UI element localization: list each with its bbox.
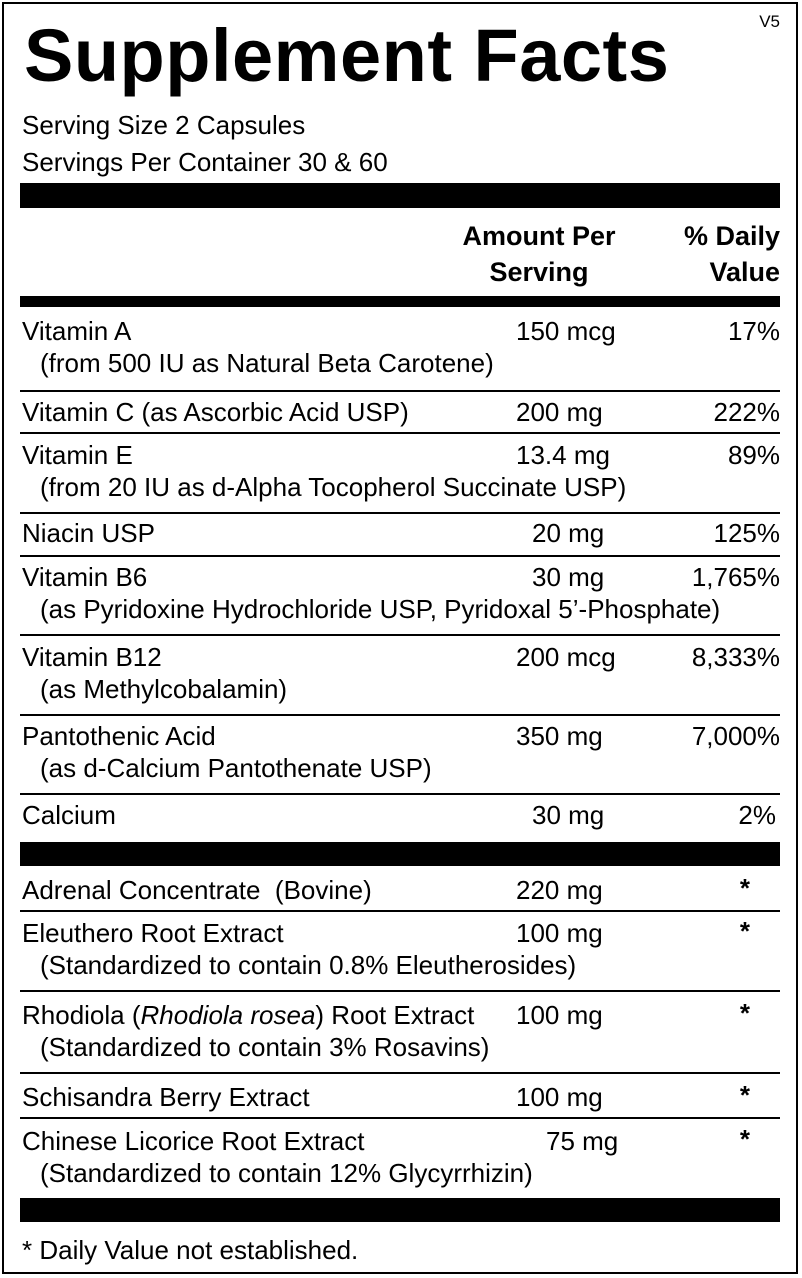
- nutrient-dv: 89%: [727, 440, 780, 470]
- row-divider: [20, 714, 780, 716]
- daily-value-header: % Daily Value: [683, 221, 780, 287]
- nutrient-dv: 2%: [738, 800, 776, 830]
- nutrient-name: Vitamin B6: [22, 562, 148, 592]
- nutrient-dv: 7,000%: [691, 721, 780, 751]
- row-divider: [20, 555, 780, 557]
- ingredient-amount: 75 mg: [546, 1126, 619, 1156]
- nutrient-amount: 30 mg: [532, 562, 605, 592]
- nutrient-source: (from 500 IU as Natural Beta Carotene): [40, 348, 494, 378]
- ingredient-standardization: (Standardized to contain 12% Glycyrrhizin): [40, 1158, 533, 1188]
- ingredient-amount: 100 mg: [516, 918, 603, 948]
- nutrient-source: (as Pyridoxine Hydrochloride USP, Pyridoxal 5’-Phosphate): [40, 594, 721, 624]
- nutrient-source: (from 20 IU as d-Alpha Tocopherol Succinate USP): [40, 472, 627, 502]
- nutrient-amount: 200 mg: [516, 397, 603, 427]
- ingredient-name: Eleuthero Root Extract: [22, 918, 284, 948]
- row-divider: [20, 432, 780, 434]
- nutrient-amount: 30 mg: [532, 800, 605, 830]
- nutrient-dv: 125%: [713, 518, 780, 548]
- serving-size: Serving Size 2 Capsules: [22, 110, 306, 140]
- nutrient-dv: 8,333%: [691, 642, 780, 672]
- nutrient-name: Vitamin B12: [22, 642, 162, 672]
- thick-divider-bottom: [20, 1198, 780, 1222]
- nutrient-amount: 20 mg: [532, 518, 605, 548]
- label-title: Supplement Facts: [24, 14, 670, 97]
- latin-name: Rhodiola rosea: [140, 1000, 316, 1030]
- row-divider: [20, 910, 780, 912]
- nutrient-dv: 1,765%: [691, 562, 780, 592]
- row-divider: [20, 512, 780, 514]
- row-divider: [20, 634, 780, 636]
- thick-divider-middle: [20, 842, 780, 866]
- dv-not-established-mark: *: [739, 1080, 750, 1110]
- ingredient-name: Rhodiola (Rhodiola rosea) Root Extract: [22, 1000, 475, 1030]
- ingredient-amount: 100 mg: [516, 1082, 603, 1112]
- nutrient-amount: 13.4 mg: [516, 440, 610, 470]
- row-divider: [20, 1072, 780, 1074]
- nutrient-source: (as d-Calcium Pantothenate USP): [40, 753, 432, 783]
- version-code: V5: [759, 12, 780, 31]
- medium-divider: [20, 296, 780, 307]
- row-divider: [20, 390, 780, 392]
- nutrient-name: Vitamin E: [22, 440, 133, 470]
- ingredient-name: Schisandra Berry Extract: [22, 1082, 310, 1112]
- thick-divider-top: [20, 183, 780, 208]
- nutrient-amount: 150 mcg: [516, 316, 616, 346]
- nutrient-name: Calcium: [22, 800, 116, 830]
- row-divider: [20, 793, 780, 795]
- nutrient-amount: 350 mg: [516, 721, 603, 751]
- row-divider: [20, 1117, 780, 1119]
- ingredient-standardization: (Standardized to contain 0.8% Eleutherosides): [40, 950, 577, 980]
- footnote: * Daily Value not established.: [22, 1235, 359, 1265]
- row-divider: [20, 990, 780, 992]
- ingredient-amount: 100 mg: [516, 1000, 603, 1030]
- dv-not-established-mark: *: [739, 873, 750, 903]
- nutrient-source: (as Methylcobalamin): [40, 674, 288, 704]
- nutrient-name: Vitamin C (as Ascorbic Acid USP): [22, 397, 409, 427]
- nutrient-dv: 17%: [727, 316, 780, 346]
- dv-not-established-mark: *: [739, 998, 750, 1028]
- ingredient-name: Adrenal Concentrate (Bovine): [22, 875, 372, 905]
- amount-per-serving-header: Amount Per Serving: [462, 221, 616, 287]
- nutrient-name: Niacin USP: [22, 518, 155, 548]
- ingredient-name: Chinese Licorice Root Extract: [22, 1126, 365, 1156]
- servings-per-container: Servings Per Container 30 & 60: [22, 147, 388, 177]
- nutrient-name: Vitamin A: [22, 316, 132, 346]
- nutrient-dv: 222%: [713, 397, 780, 427]
- nutrient-amount: 200 mcg: [516, 642, 616, 672]
- ingredient-amount: 220 mg: [516, 875, 603, 905]
- dv-not-established-mark: *: [739, 1124, 750, 1154]
- dv-not-established-mark: *: [739, 916, 750, 946]
- supplement-facts-label: [2, 2, 798, 1274]
- nutrient-name: Pantothenic Acid: [22, 721, 216, 751]
- ingredient-standardization: (Standardized to contain 3% Rosavins): [40, 1032, 490, 1062]
